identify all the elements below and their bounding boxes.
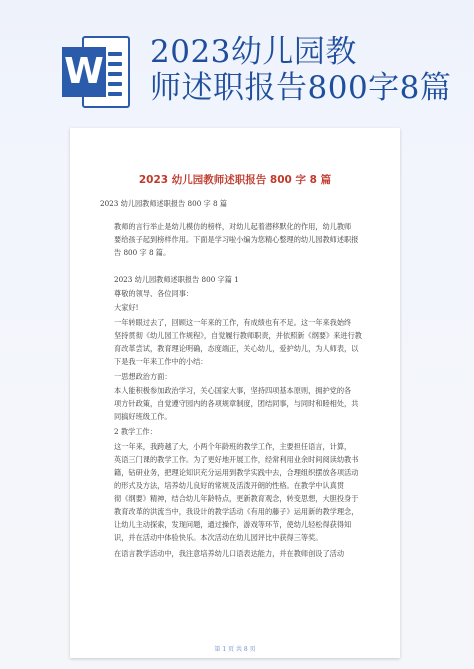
word-w-letter: W (62, 47, 106, 97)
doc-line: 2023 幼儿园教师述职报告 800 字篇 1 (114, 275, 239, 284)
doc-line: 项方针政策，自觉遵守园内的各项规章制度，团结同事，与同时和睦相处，共 (114, 399, 359, 408)
doc-line: 本人能积极参加政治学习，关心国家大事，坚持四项基本原则，拥护党的各 (114, 386, 352, 395)
doc-line: 下是我一年来工作中的小结： (114, 357, 208, 366)
doc-line: 2023 幼儿园教师述职报告 800 字 8 篇 (100, 199, 228, 208)
doc-line: 在语言教学活动中，我注意培养幼儿口语表达能力，并在教师创设了活动 (114, 549, 345, 558)
doc-line: 英语三门课的教学工作。为了更好地开展工作，经常利用业余时间阅读幼教书 (114, 455, 359, 464)
document-title: 2023 幼儿园教师述职报告 800 字 8 篇 (138, 174, 332, 186)
banner (0, 0, 474, 130)
doc-line: 籍，钻研业务，把理论知识充分运用到教学实践中去，合理组织摆放各项活动 (114, 468, 359, 477)
doc-line: 同搞好班级工作。 (114, 412, 172, 421)
banner-title-line-2: 师述职报告800字8篇 (150, 70, 452, 106)
doc-line: 告 800 字 8 篇。 (114, 248, 171, 257)
doc-line: 这一年来，我跨越了大，小两个年龄班的教学工作，主要担任语言，计算， (114, 442, 352, 451)
doc-line: 的形式及方法，培养幼儿良好的常规及活泼开朗的性格。在教学中认真贯 (114, 481, 345, 490)
doc-line: 2 教学工作： (114, 427, 157, 436)
word-document-icon (62, 36, 132, 108)
doc-line: 教师的言行举止是幼儿模仿的榜样，对幼儿起着潜移默化的作用，幼儿教师 (114, 222, 352, 231)
doc-line: 要给孩子起到榜样作用。下面是学习啦小编为您精心整理的幼儿园教师述职报 (114, 235, 359, 244)
doc-line: 一年转眼过去了，回顾这一年来的工作，有成绩也有不足。这一年来我始终 (114, 318, 352, 327)
banner-title (150, 34, 470, 106)
doc-line: 识，并在活动中体验快乐。本次活动在幼儿园评比中获得三等奖。 (114, 533, 323, 542)
document-page (70, 128, 400, 658)
doc-line: 教育改革的洪流当中，我设计的教学活动《有用的藤子》运用新的教学理念， (114, 507, 359, 516)
doc-line: 一思想政治方面： (114, 372, 172, 381)
doc-line: 大家好! (114, 303, 139, 312)
banner-title-line-1: 2023幼儿园教 (150, 34, 357, 70)
doc-line: 尊敬的领导、各位同事： (114, 289, 194, 298)
doc-line: 彻《纲要》精神，结合幼儿年龄特点，更新教育观念，转变思想，大胆投身于 (114, 494, 359, 503)
doc-line: 让幼儿主动探索，发现问题，通过操作，游戏等环节，使幼儿轻松得获得知 (114, 520, 352, 529)
doc-line: 坚持贯彻《幼儿园工作规程》，自觉履行教师职责，并依照新《纲要》来进行教 (114, 331, 362, 340)
doc-line: 育改革尝试，教育理论明确，态度端正，关心幼儿，爱护幼儿，为人师表，以 (114, 344, 359, 353)
page-footer: 第 1 页 共 8 页 (214, 646, 256, 653)
